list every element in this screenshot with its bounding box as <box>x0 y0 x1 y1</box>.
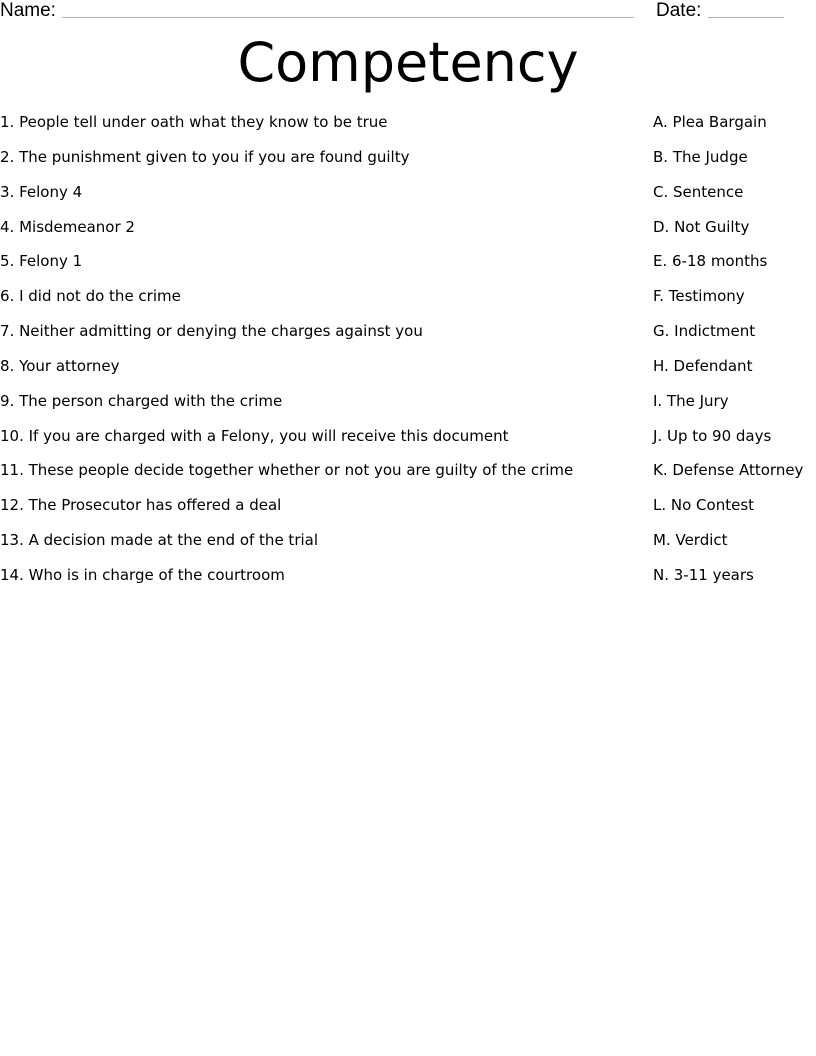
name-label: Name: <box>0 0 56 21</box>
header-row <box>0 0 816 24</box>
clue-text: 5. Felony 1 <box>0 252 83 271</box>
matching-row <box>0 493 816 528</box>
answer-option: I. The Jury <box>653 391 729 410</box>
answer-option: A. Plea Bargain <box>653 113 767 131</box>
matching-row <box>0 110 816 145</box>
clue-text: 10. If you are charged with a Felony, you will receive this document <box>0 426 509 445</box>
clue-text: 2. The punishment given to you if you are found guilty <box>0 147 410 166</box>
clue-text: 3. Felony 4 <box>0 182 83 201</box>
answer-option: D. Not Guilty <box>653 217 750 236</box>
clue-text: 11. These people decide together whether or not you are guilty of the crime <box>0 461 574 480</box>
answer-option: E. 6-18 months <box>653 252 768 271</box>
clue-text: 6. I did not do the crime <box>0 287 181 306</box>
answer-option: H. Defendant <box>653 356 753 375</box>
answer-option: N. 3-11 years <box>653 565 754 584</box>
clue-text: 14. Who is in charge of the courtroom <box>0 565 285 584</box>
matching-list <box>0 110 816 598</box>
matching-row <box>0 249 816 284</box>
matching-row <box>0 424 816 459</box>
name-field-line[interactable] <box>62 17 634 18</box>
date-field-line[interactable] <box>708 17 784 18</box>
answer-option: M. Verdict <box>653 531 728 550</box>
matching-row <box>0 180 816 215</box>
matching-row <box>0 284 816 319</box>
clue-text: 4. Misdemeanor 2 <box>0 217 135 236</box>
answer-option: K. Defense Attorney <box>653 461 804 480</box>
matching-row <box>0 458 816 493</box>
clue-text: 1. People tell under oath what they know to be true <box>0 113 388 131</box>
clue-text: 9. The person charged with the crime <box>0 391 283 410</box>
clue-text: 7. Neither admitting or denying the charges against you <box>0 322 423 341</box>
clue-text: 8. Your attorney <box>0 356 120 375</box>
clue-text: 13. A decision made at the end of the trial <box>0 531 319 550</box>
matching-row <box>0 563 816 598</box>
page-title: Competency <box>237 31 579 94</box>
answer-option: L. No Contest <box>653 496 755 515</box>
matching-row <box>0 145 816 180</box>
clue-text: 12. The Prosecutor has offered a deal <box>0 496 282 515</box>
answer-option: J. Up to 90 days <box>653 426 772 445</box>
matching-row <box>0 389 816 424</box>
answer-option: F. Testimony <box>653 287 745 306</box>
date-label: Date: <box>656 0 702 21</box>
matching-row <box>0 354 816 389</box>
matching-row <box>0 528 816 563</box>
answer-option: B. The Judge <box>653 147 748 166</box>
matching-row <box>0 215 816 250</box>
answer-option: C. Sentence <box>653 182 744 201</box>
answer-option: G. Indictment <box>653 322 756 341</box>
matching-row <box>0 319 816 354</box>
